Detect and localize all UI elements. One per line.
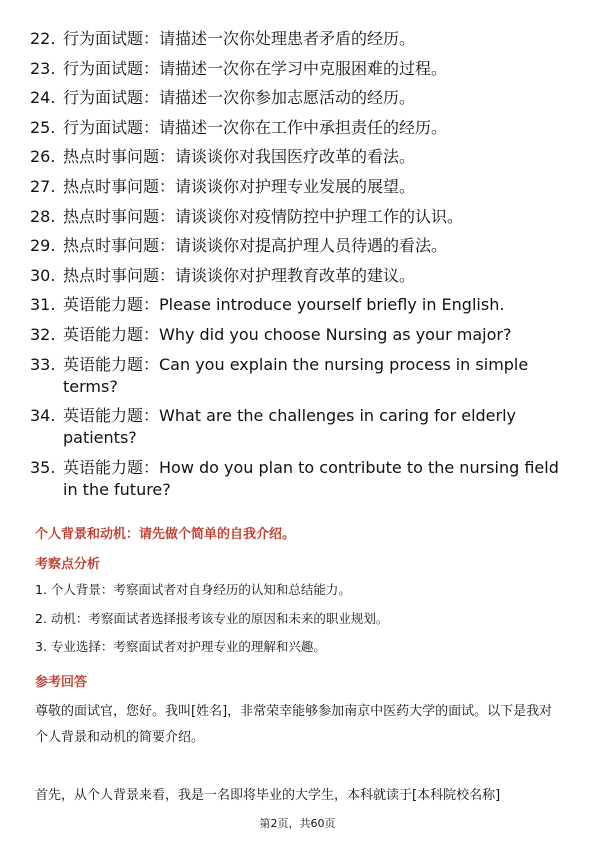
list-item <box>30 235 560 257</box>
item-number: 31. <box>30 295 56 315</box>
list-item <box>30 87 560 109</box>
list-item <box>30 117 560 139</box>
list-item <box>30 28 560 50</box>
list-item <box>30 405 560 449</box>
question-heading: 个人背景和动机：请先做个简单的自我介绍。 <box>35 527 296 542</box>
item-text: 热点时事问题：请谈谈你对疫情防控中护理工作的认识。 <box>63 206 464 226</box>
item-text: 英语能力题：Can you explain the nursing process in simple terms? <box>63 354 529 396</box>
item-number: 34. <box>30 406 56 426</box>
item-text: 行为面试题：请描述一次你处理患者矛盾的经历。 <box>63 29 416 48</box>
item-number: 28. <box>30 206 56 226</box>
list-item <box>30 324 560 346</box>
item-number: 22. <box>30 29 56 48</box>
list-item <box>30 265 560 287</box>
item-text: 英语能力题：What are the challenges in caring for elderly patients? <box>63 406 517 448</box>
item-text: 英语能力题：Please introduce yourself briefly in English. <box>63 295 505 315</box>
item-text: 热点时事问题：请谈谈你对护理专业发展的展望。 <box>63 176 416 196</box>
item-number: 27. <box>30 176 56 196</box>
analysis-item: 3. 专业选择：考察面试者对护理专业的理解和兴趣。 <box>35 639 326 654</box>
item-text: 英语能力题：How do you plan to contribute to the nursing field in the future? <box>63 457 559 499</box>
item-text: 行为面试题：请描述一次你参加志愿活动的经历。 <box>63 88 416 108</box>
analysis-heading: 考察点分析 <box>35 557 101 572</box>
item-text: 行为面试题：请描述一次你在工作中承担责任的经历。 <box>63 117 448 137</box>
list-item <box>30 206 560 228</box>
reference-heading: 参考回答 <box>35 675 88 690</box>
item-number: 35. <box>30 457 56 477</box>
reference-paragraph: 首先，从个人背景来看，我是一名即将毕业的大学生，本科就读于[本科院校名称] <box>35 788 501 803</box>
list-item <box>30 294 560 316</box>
item-text: 行为面试题：请描述一次你在学习中克服困难的过程。 <box>63 58 448 78</box>
question-list <box>30 28 560 508</box>
item-text: 热点时事问题：请谈谈你对护理教育改革的建议。 <box>63 265 416 285</box>
reference-paragraph: 尊敬的面试官，您好。我叫[姓名]，非常荣幸能够参加南京中医药大学的面试。以下是我对个人背景和动机的简要介绍。 <box>35 704 553 745</box>
item-number: 33. <box>30 354 56 374</box>
item-number: 29. <box>30 236 56 256</box>
item-number: 30. <box>30 265 56 285</box>
item-number: 24. <box>30 88 56 108</box>
list-item <box>30 176 560 198</box>
item-text: 热点时事问题：请谈谈你对我国医疗改革的看法。 <box>63 147 416 167</box>
item-number: 26. <box>30 147 56 167</box>
analysis-item: 1. 个人背景：考察面试者对自身经历的认知和总结能力。 <box>35 582 351 597</box>
list-item <box>30 146 560 168</box>
analysis-item: 2. 动机：考察面试者选择报考该专业的原因和未来的职业规划。 <box>35 611 389 626</box>
page-number: 第2页，共60页 <box>259 817 336 830</box>
item-number: 25. <box>30 117 56 137</box>
item-text: 热点时事问题：请谈谈你对提高护理人员待遇的看法。 <box>63 236 448 256</box>
list-item <box>30 354 560 398</box>
list-item <box>30 58 560 80</box>
item-text: 英语能力题：Why did you choose Nursing as your major? <box>63 324 512 344</box>
item-number: 32. <box>30 324 56 344</box>
list-item <box>30 457 560 501</box>
item-number: 23. <box>30 58 56 78</box>
